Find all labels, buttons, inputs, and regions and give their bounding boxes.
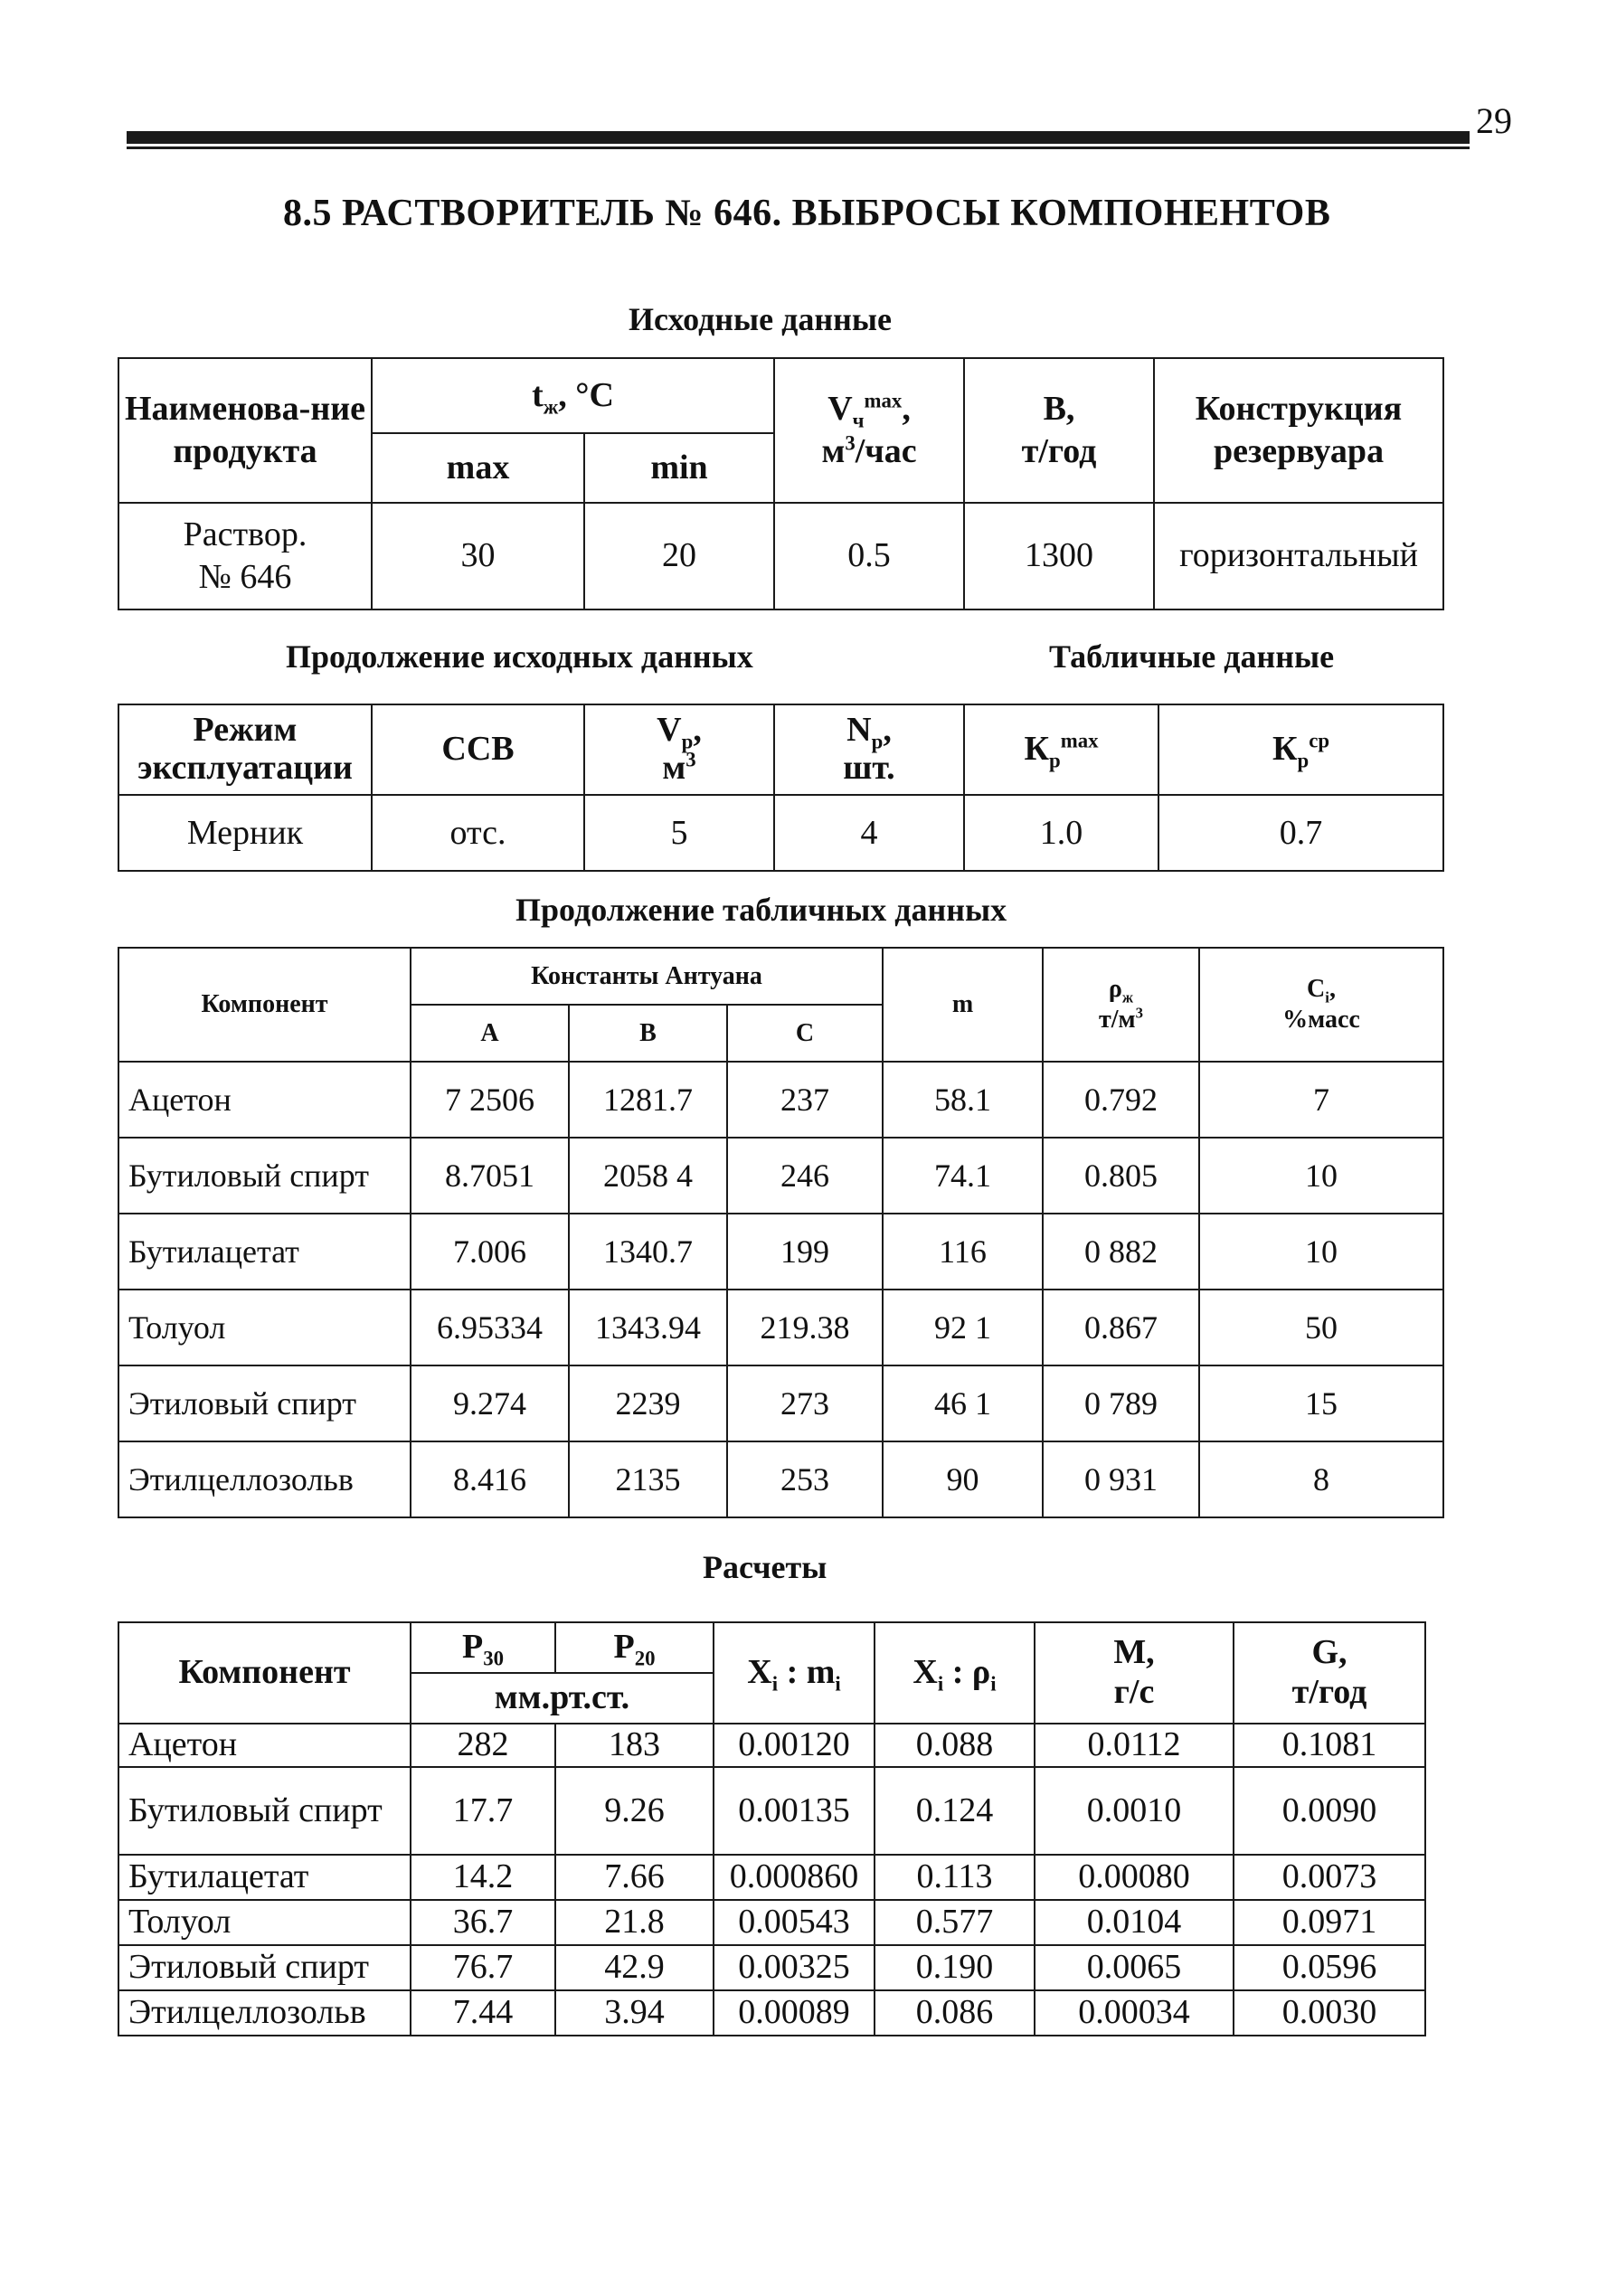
cell-constant-b: 1281.7 bbox=[569, 1062, 727, 1138]
cell-constant-a: 7 2506 bbox=[411, 1062, 569, 1138]
cell-tank-volume: 5 bbox=[584, 795, 774, 871]
cell-component-name: Этиловый спирт bbox=[118, 1365, 411, 1441]
cell-annual-volume: 1300 bbox=[964, 503, 1154, 609]
cell-component-name: Толуол bbox=[118, 1900, 411, 1945]
cell-molar-mass: 92 1 bbox=[883, 1290, 1043, 1365]
header-constant-a: A bbox=[411, 1005, 569, 1062]
cell-tank-count: 4 bbox=[774, 795, 964, 871]
cell-annual-emission: 0.0090 bbox=[1234, 1767, 1425, 1855]
cell-p30: 14.2 bbox=[411, 1855, 555, 1900]
cell-component-name: Этилцеллозольв bbox=[118, 1441, 411, 1517]
cell-ccb: отс. bbox=[372, 795, 584, 871]
cell-constant-b: 2058 4 bbox=[569, 1138, 727, 1214]
antoine-constants-table bbox=[118, 947, 1444, 1518]
page-number: 29 bbox=[1476, 100, 1512, 141]
header-annual-emission: G, т/год bbox=[1234, 1622, 1425, 1724]
header-vapor-volume: $V_ч^{max}$, $м^3$/час bbox=[774, 358, 964, 503]
header-p20: $P_{20}$ bbox=[555, 1622, 714, 1673]
header-liquid-density: $\rho_ж$ $т/м^3$ bbox=[1043, 948, 1199, 1062]
calculations-table bbox=[118, 1621, 1426, 2036]
cell-p30: 17.7 bbox=[411, 1767, 555, 1855]
header-antoine-constants: Константы Антуана bbox=[411, 948, 883, 1005]
table-row bbox=[118, 1855, 1425, 1900]
cell-p20: 42.9 bbox=[555, 1945, 714, 1990]
cell-constant-b: 1343.94 bbox=[569, 1290, 727, 1365]
header-xi-mi: $X_i$ : $m_i$ bbox=[714, 1622, 875, 1724]
cell-constant-a: 9.274 bbox=[411, 1365, 569, 1441]
cell-xi-rhoi: 0.124 bbox=[875, 1767, 1035, 1855]
cell-component-name: Бутиловый спирт bbox=[118, 1138, 411, 1214]
table-row bbox=[118, 1724, 1425, 1767]
cell-molar-mass: 58.1 bbox=[883, 1062, 1043, 1138]
table-row bbox=[118, 1945, 1425, 1990]
cell-xi-mi: 0.00325 bbox=[714, 1945, 875, 1990]
cell-max-emission: 0.0065 bbox=[1035, 1945, 1234, 1990]
cell-max-emission: 0.0104 bbox=[1035, 1900, 1234, 1945]
cell-max-emission: 0.00034 bbox=[1035, 1990, 1234, 2036]
section-title: 8.5 РАСТВОРИТЕЛЬ № 646. ВЫБРОСЫ КОМПОНЕНТОВ bbox=[283, 193, 1331, 234]
header-xi-rhoi: $X_i$ : $\rho_i$ bbox=[875, 1622, 1035, 1724]
constants-rows bbox=[118, 1062, 1443, 1517]
cell-liquid-density: 0.867 bbox=[1043, 1290, 1199, 1365]
header-ccb: ССВ bbox=[372, 704, 584, 795]
caption-initial-data: Исходные данные bbox=[629, 301, 892, 337]
header-max-emission: M, г/с bbox=[1035, 1622, 1234, 1724]
cell-xi-mi: 0.00120 bbox=[714, 1724, 875, 1767]
cell-p30: 76.7 bbox=[411, 1945, 555, 1990]
cell-liquid-density: 0 789 bbox=[1043, 1365, 1199, 1441]
table-row bbox=[118, 1441, 1443, 1517]
cell-molar-mass: 74.1 bbox=[883, 1138, 1043, 1214]
cell-xi-mi: 0.00543 bbox=[714, 1900, 875, 1945]
cell-product: Раствор. № 646 bbox=[118, 503, 372, 609]
header-kp-avg: $К_р^{ср}$ bbox=[1158, 704, 1443, 795]
cell-max-emission: 0.00080 bbox=[1035, 1855, 1234, 1900]
header-mass-fraction: $С_i$, %масс bbox=[1199, 948, 1443, 1062]
cell-constant-b: 2239 bbox=[569, 1365, 727, 1441]
cell-mass-fraction: 10 bbox=[1199, 1138, 1443, 1214]
caption-initial-continued: Продолжение исходных данных bbox=[286, 638, 753, 675]
cell-constant-b: 1340.7 bbox=[569, 1214, 727, 1290]
cell-component-name: Толуол bbox=[118, 1290, 411, 1365]
cell-component-name: Ацетон bbox=[118, 1062, 411, 1138]
header-product-name: Наименова-ние продукта bbox=[118, 358, 372, 503]
cell-component-name: Этилцеллозольв bbox=[118, 1990, 411, 2036]
cell-annual-emission: 0.0596 bbox=[1234, 1945, 1425, 1990]
cell-p20: 3.94 bbox=[555, 1990, 714, 2036]
cell-mass-fraction: 15 bbox=[1199, 1365, 1443, 1441]
cell-liquid-density: 0.792 bbox=[1043, 1062, 1199, 1138]
cell-liquid-density: 0 882 bbox=[1043, 1214, 1199, 1290]
cell-component-name: Ацетон bbox=[118, 1724, 411, 1767]
cell-constant-c: 246 bbox=[727, 1138, 883, 1214]
table-row bbox=[118, 1138, 1443, 1214]
cell-max-emission: 0.0010 bbox=[1035, 1767, 1234, 1855]
header-p30: $P_{30}$ bbox=[411, 1622, 555, 1673]
cell-component-name: Бутиловый спирт bbox=[118, 1767, 411, 1855]
cell-component-name: Бутилацетат bbox=[118, 1855, 411, 1900]
cell-p20: 7.66 bbox=[555, 1855, 714, 1900]
cell-max-emission: 0.0112 bbox=[1035, 1724, 1234, 1767]
cell-xi-rhoi: 0.113 bbox=[875, 1855, 1035, 1900]
header-component: Компонент bbox=[118, 948, 411, 1062]
header-temp-max: max bbox=[372, 433, 584, 503]
initial-data-continued-table bbox=[118, 704, 1444, 872]
header-rule bbox=[127, 131, 1470, 144]
cell-constant-a: 6.95334 bbox=[411, 1290, 569, 1365]
cell-molar-mass: 116 bbox=[883, 1214, 1043, 1290]
header-tank-design: Конструкция резервуара bbox=[1154, 358, 1443, 503]
cell-xi-rhoi: 0.190 bbox=[875, 1945, 1035, 1990]
cell-mass-fraction: 7 bbox=[1199, 1062, 1443, 1138]
cell-constant-a: 8.7051 bbox=[411, 1138, 569, 1214]
cell-annual-emission: 0.0971 bbox=[1234, 1900, 1425, 1945]
table-row bbox=[118, 1900, 1425, 1945]
header-temp-min: min bbox=[584, 433, 774, 503]
cell-tank-design: горизонтальный bbox=[1154, 503, 1443, 609]
cell-component-name: Этиловый спирт bbox=[118, 1945, 411, 1990]
cell-xi-mi: 0.00135 bbox=[714, 1767, 875, 1855]
cell-liquid-density: 0.805 bbox=[1043, 1138, 1199, 1214]
header-constant-c: C bbox=[727, 1005, 883, 1062]
cell-temp-min: 20 bbox=[584, 503, 774, 609]
cell-kp-avg: 0.7 bbox=[1158, 795, 1443, 871]
cell-xi-mi: 0.000860 bbox=[714, 1855, 875, 1900]
cell-xi-rhoi: 0.086 bbox=[875, 1990, 1035, 2036]
cell-p30: 7.44 bbox=[411, 1990, 555, 2036]
cell-annual-emission: 0.0030 bbox=[1234, 1990, 1425, 2036]
header-molar-mass: m bbox=[883, 948, 1043, 1062]
header-pressure-unit: мм.рт.ст. bbox=[411, 1673, 714, 1724]
cell-molar-mass: 46 1 bbox=[883, 1365, 1043, 1441]
cell-temp-max: 30 bbox=[372, 503, 584, 609]
header-constant-b: B bbox=[569, 1005, 727, 1062]
cell-xi-rhoi: 0.088 bbox=[875, 1724, 1035, 1767]
cell-annual-emission: 0.1081 bbox=[1234, 1724, 1425, 1767]
header-tank-count: $N_р$, шт. bbox=[774, 704, 964, 795]
cell-mass-fraction: 50 bbox=[1199, 1290, 1443, 1365]
table-row bbox=[118, 1062, 1443, 1138]
table-row bbox=[118, 1290, 1443, 1365]
header-component: Компонент bbox=[118, 1622, 411, 1724]
cell-constant-c: 237 bbox=[727, 1062, 883, 1138]
header-annual-volume: В, т/год bbox=[964, 358, 1154, 503]
table-row bbox=[118, 1365, 1443, 1441]
cell-p30: 282 bbox=[411, 1724, 555, 1767]
cell-kp-max: 1.0 bbox=[964, 795, 1158, 871]
table-row bbox=[118, 1767, 1425, 1855]
cell-mass-fraction: 8 bbox=[1199, 1441, 1443, 1517]
cell-xi-mi: 0.00089 bbox=[714, 1990, 875, 2036]
cell-constant-a: 7.006 bbox=[411, 1214, 569, 1290]
calc-rows bbox=[118, 1724, 1425, 2036]
caption-tabular-continued: Продолжение табличных данных bbox=[515, 892, 1007, 928]
table-row bbox=[118, 1990, 1425, 2036]
cell-molar-mass: 90 bbox=[883, 1441, 1043, 1517]
header-rule-thin bbox=[127, 146, 1470, 149]
initial-data-table bbox=[118, 357, 1444, 610]
cell-p20: 183 bbox=[555, 1724, 714, 1767]
cell-vapor-volume: 0.5 bbox=[774, 503, 964, 609]
table-row bbox=[118, 503, 1443, 609]
cell-constant-c: 199 bbox=[727, 1214, 883, 1290]
cell-mass-fraction: 10 bbox=[1199, 1214, 1443, 1290]
caption-tabular-data: Табличные данные bbox=[1049, 638, 1335, 675]
cell-component-name: Бутилацетат bbox=[118, 1214, 411, 1290]
cell-constant-b: 2135 bbox=[569, 1441, 727, 1517]
cell-constant-a: 8.416 bbox=[411, 1441, 569, 1517]
cell-constant-c: 219.38 bbox=[727, 1290, 883, 1365]
header-tank-volume: $V_р$, $м^3$ bbox=[584, 704, 774, 795]
cell-xi-rhoi: 0.577 bbox=[875, 1900, 1035, 1945]
table-row bbox=[118, 1214, 1443, 1290]
cell-p20: 9.26 bbox=[555, 1767, 714, 1855]
header-kp-max: $К_р^{max}$ bbox=[964, 704, 1158, 795]
caption-calculations: Расчеты bbox=[703, 1549, 827, 1585]
cell-liquid-density: 0 931 bbox=[1043, 1441, 1199, 1517]
cell-p20: 21.8 bbox=[555, 1900, 714, 1945]
cell-constant-c: 273 bbox=[727, 1365, 883, 1441]
cell-p30: 36.7 bbox=[411, 1900, 555, 1945]
table-row bbox=[118, 795, 1443, 871]
header-operation-mode: Режим эксплуатации bbox=[118, 704, 372, 795]
cell-constant-c: 253 bbox=[727, 1441, 883, 1517]
cell-operation-mode: Мерник bbox=[118, 795, 372, 871]
header-liquid-temp: $t_ж$, °С bbox=[372, 358, 774, 433]
cell-annual-emission: 0.0073 bbox=[1234, 1855, 1425, 1900]
